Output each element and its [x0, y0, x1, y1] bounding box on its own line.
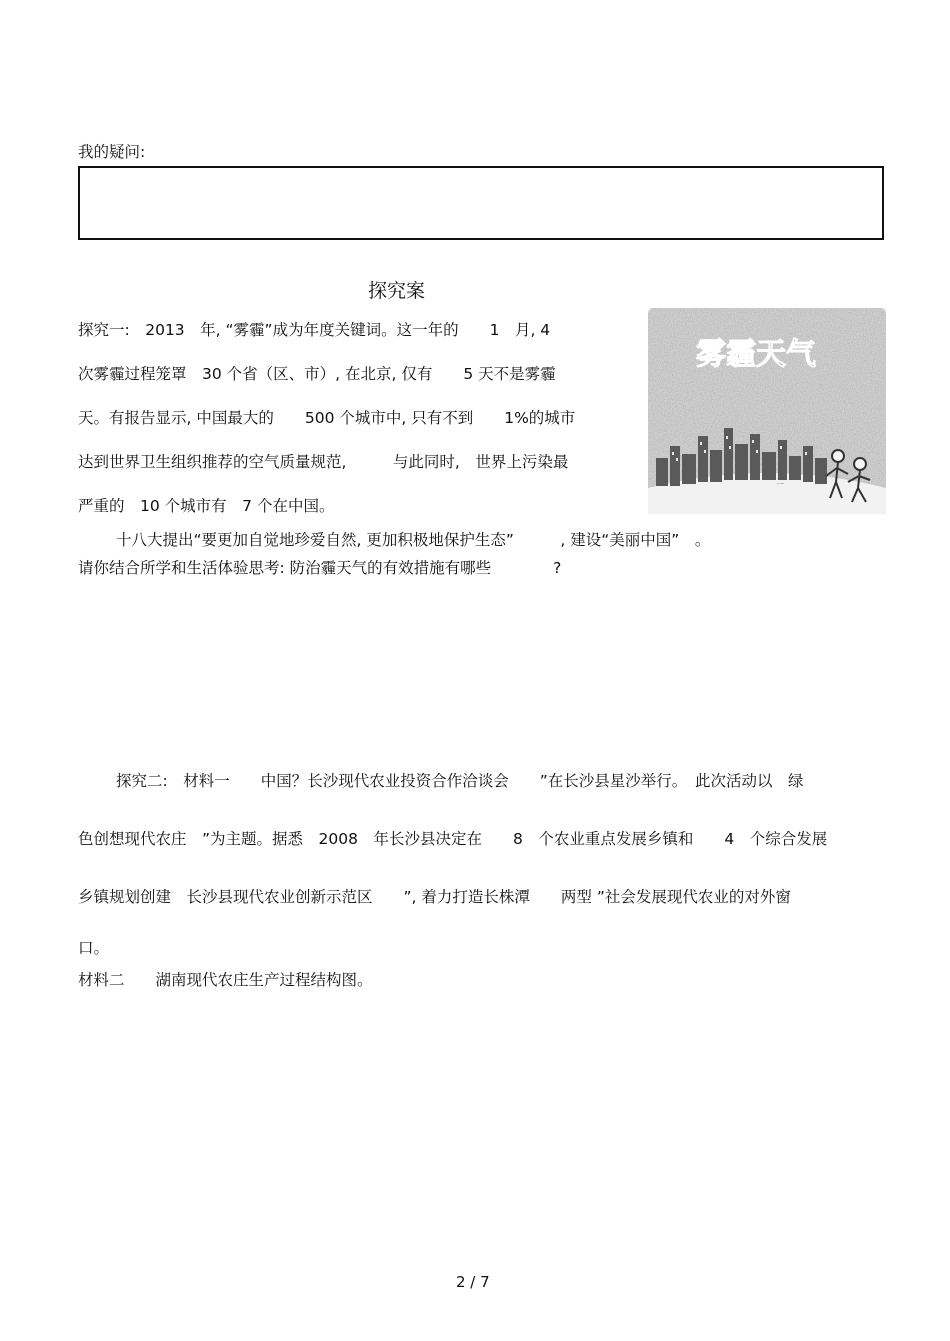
page-number: 2 / 7: [456, 1273, 490, 1291]
inquiry2-line: 口。: [78, 939, 110, 957]
question-label: 我的疑问:: [78, 143, 146, 161]
section-title: 探究案: [368, 280, 426, 302]
inquiry1-line: 天。有报告显示, 中国最大的 500 个城市中, 只有不到 1%的城市: [78, 409, 576, 427]
svg-text:二: 二: [776, 477, 784, 486]
inquiry1-line: 探究一: 2013 年, “雾霾”成为年度关键词。这一年的 1 月, 4: [78, 321, 551, 339]
smog-weather-illustration: [648, 308, 886, 514]
inquiry1-line: 次雾霾过程笼罩 30 个省（区、市）, 在北京, 仅有 5 天不是雾霾: [78, 365, 556, 383]
inquiry1-line: 达到世界卫生组织推荐的空气质量规范, 与此同时, 世界上污染最: [78, 453, 569, 471]
material2-line: 材料二 湖南现代农庄生产过程结构图。: [78, 971, 373, 989]
inquiry1-paragraph2-line: 十八大提出“要更加自觉地珍爱自然, 更加积极地保护生态” , 建设“美丽中国” 。: [116, 531, 711, 549]
inquiry2-line: 乡镇规划创建 长沙县现代农业创新示范区 ”, 着力打造长株潭 两型 ”社会发展现代农业的对外窗: [78, 888, 791, 906]
question-answer-box[interactable]: [78, 166, 884, 240]
inquiry2-line: 探究二: 材料一 中国？长沙现代农业投资合作洽谈会 ”在长沙县星沙举行。 此次活动以 绿: [116, 772, 804, 790]
illustration-caption: 雾霾天气: [696, 337, 816, 372]
inquiry2-line: 色创想现代农庄 ”为主题。据悉 2008 年长沙县决定在 8 个农业重点发展乡镇和 4 个综合发展: [78, 830, 828, 848]
inquiry1-line: 严重的 10 个城市有 7 个在中国。: [78, 497, 335, 515]
inquiry1-paragraph2-line: 请你结合所学和生活体验思考: 防治霾天气的有效措施有哪些 ?: [78, 559, 562, 577]
